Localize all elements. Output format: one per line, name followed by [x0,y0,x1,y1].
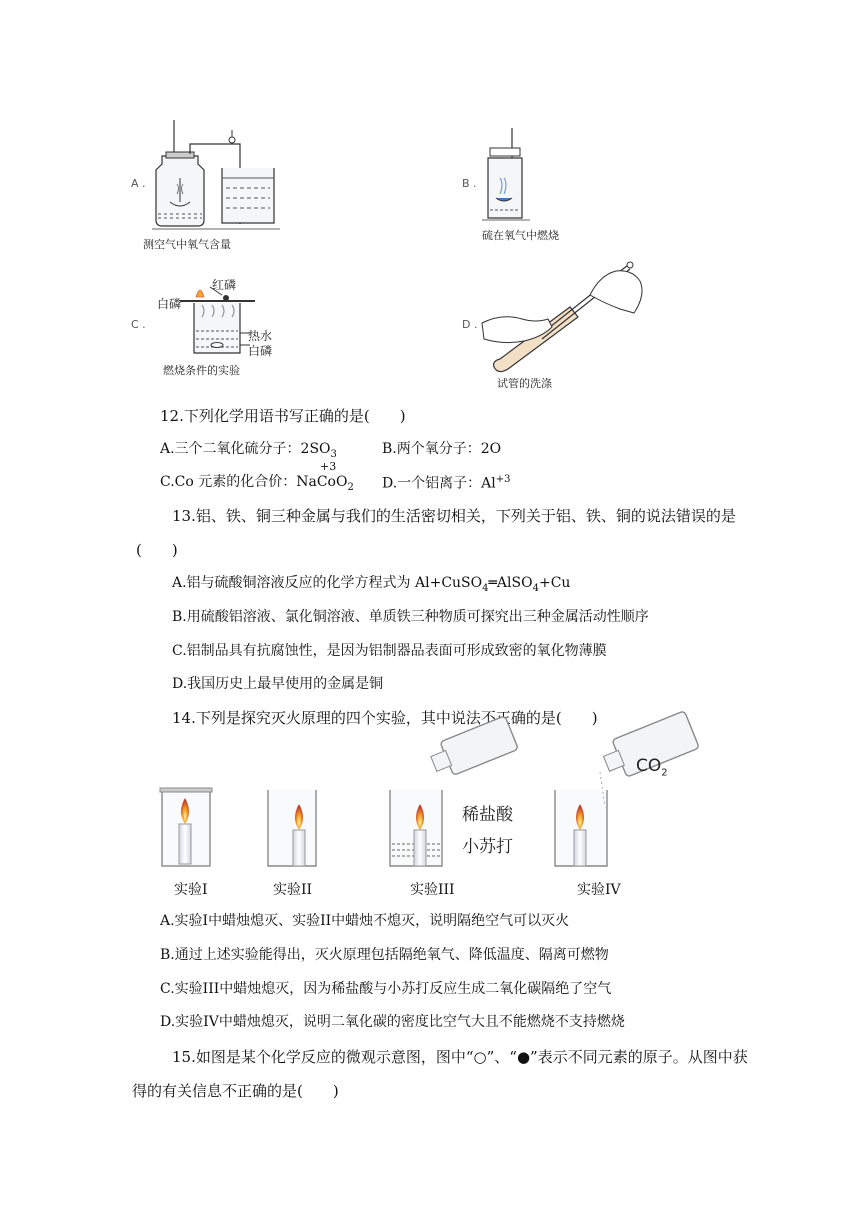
baking-soda-label: 小苏打 [462,837,513,857]
experiment-4-label: 实验IV [577,882,621,898]
figure-d-letter: D . [462,318,478,331]
question-14-option-c: C.实验III中蜡烛熄灭，因为稀盐酸与小苏打反应生成二氧化碳隔绝了空气 [160,981,612,997]
question-12-option-c: C.Co 元素的化合价：NaCoO$_2$ [160,474,354,493]
dilute-hcl-label: 稀盐酸 [462,805,513,825]
white-phosphorus-top-label: 白磷 [157,297,182,311]
beaker-exp-1 [160,788,212,866]
figure-d-caption: 试管的洗涤 [497,377,552,390]
question-12-valence-mark: +3 [320,460,337,473]
experiment-1-label: 实验I [174,882,208,898]
question-13-option-b: B.用硫酸铝溶液、氯化铜溶液、单质铁三种物质可探究出三种金属活动性顺序 [172,609,649,625]
white-phosphorus-bottom-label: 白磷 [248,344,273,358]
beaker-exp-2 [268,790,316,866]
question-12-option-d: D.一个铝离子：$Al^{+3}$ [382,474,511,492]
question-14-option-d: D.实验IV中蜡烛熄灭，说明二氧化碳的密度比空气大且不能燃烧不支持燃烧 [160,1014,625,1030]
figure-b-letter: B . [462,177,477,190]
question-15-stem-cont: 得的有关信息不正确的是( ) [132,1082,339,1100]
test-tube-washing [480,255,645,370]
experiment-2-label: 实验II [273,882,313,898]
question-13-stem-bracket: ( ) [136,541,178,559]
question-14-option-a: A.实验I中蜡烛熄灭、实验II中蜡烛不熄灭，说明隔绝空气可以灭火 [160,913,570,929]
figure-c-caption: 燃烧条件的实验 [163,364,240,377]
figure-a-letter: A . [131,177,146,190]
question-14-option-b: B.通过上述实验能得出，灭火原理包括隔绝氧气、降低温度、隔离可燃物 [160,947,609,963]
red-phosphorus-label: 红磷 [212,278,237,292]
fire-extinguishing-experiments [150,732,670,872]
question-12-stem: 12.下列化学用语书写正确的是( ) [160,407,406,425]
combustion-conditions-apparatus [180,283,255,363]
question-13-option-c: C.铝制品具有抗腐蚀性，是因为铝制器品表面可形成致密的氧化物薄膜 [172,643,607,659]
question-15-stem: 15.如图是某个化学反应的微观示意图，图中“○”、“●”表示不同元素的原子。从图中获 [172,1048,748,1066]
hot-water-label: 热水 [248,329,273,343]
question-14-stem: 14.下列是探究灭火原理的四个实验，其中说法不正确的是( ) [172,709,598,727]
experiment-3-label: 实验III [410,882,455,898]
air-oxygen-apparatus [150,118,285,236]
question-12-option-b: B.两个氧分子：2O [382,441,502,457]
question-13-option-a: A.铝与硫酸铜溶液反应的化学方程式为 Al+CuSO$_4$═AlSO$_4$+Cu [172,575,571,594]
question-13-option-d: D.我国历史上最早使用的金属是铜 [172,676,384,692]
sulfur-combustion-jar [482,128,532,223]
co2-label: $CO_2$ [636,756,668,779]
question-13-stem: 13.铝、铁、铜三种金属与我们的生活密切相关，下列关于铝、铁、铜的说法错误的是 [172,507,736,525]
beaker-exp-4 [555,711,699,866]
question-12-option-a: A.三个二氧化硫分子：$2SO_3$ [160,441,337,460]
figure-b-caption: 硫在氧气中燃烧 [482,229,559,242]
figure-c-letter: C . [131,318,146,331]
figure-a-caption: 测空气中氧气含量 [143,238,231,251]
